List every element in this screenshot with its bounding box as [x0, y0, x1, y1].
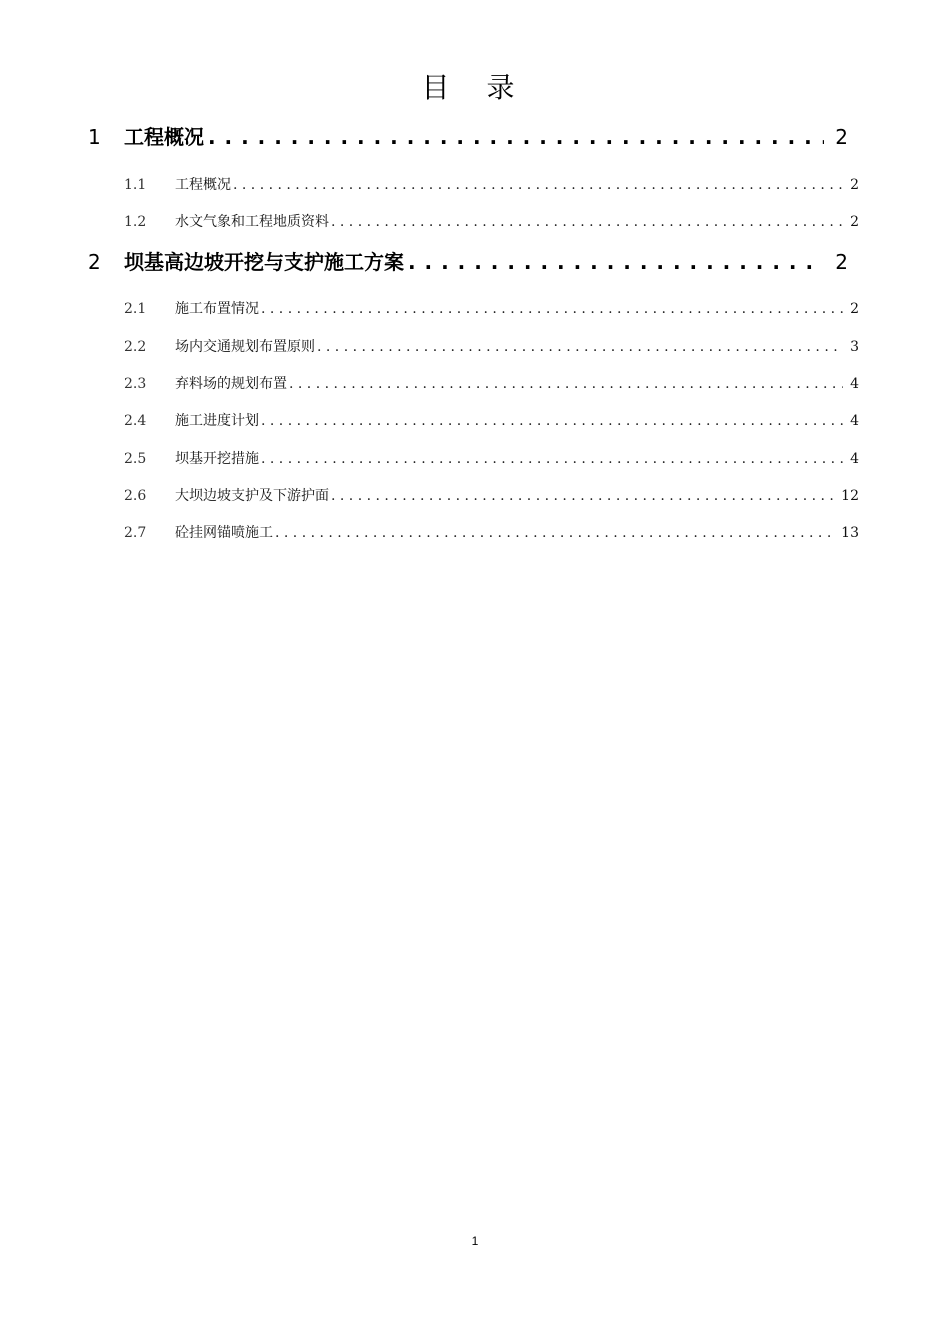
toc-subsection-number: 2.7 [124, 525, 147, 541]
toc-leader-dots [259, 299, 843, 319]
toc-subsection-title: 施工布置情况 [175, 301, 259, 317]
toc-subsection-number: 2.6 [124, 488, 147, 504]
toc-section-number: 2 [88, 250, 101, 274]
toc-leader-dots [315, 337, 843, 357]
toc-leader-dots [273, 523, 835, 543]
toc-leader-dots [404, 248, 824, 276]
toc-page-number: 2 [850, 301, 859, 317]
toc-subsection-2-4[interactable] [124, 411, 859, 431]
toc-subsection-number: 1.1 [124, 177, 147, 193]
toc-page-number: 13 [841, 525, 859, 541]
toc-subsection-title: 砼挂网锚喷施工 [175, 525, 273, 541]
toc-leader-dots [231, 175, 843, 195]
toc-page-number: 3 [850, 339, 859, 355]
toc-subsection-number: 2.2 [124, 339, 147, 355]
footer-page-number: 1 [471, 1234, 479, 1248]
toc-subsection-1-1[interactable] [124, 175, 859, 195]
toc-section-number: 1 [88, 125, 101, 149]
toc-page-number: 4 [850, 376, 859, 392]
toc-page-number: 4 [850, 451, 859, 467]
toc-section-2[interactable] [88, 248, 848, 276]
toc-subsection-title: 工程概况 [175, 177, 231, 193]
toc-subsection-title: 施工进度计划 [175, 413, 259, 429]
toc-leader-dots [329, 212, 843, 232]
toc-subsection-number: 2.5 [124, 451, 147, 467]
toc-subsection-number: 1.2 [124, 214, 147, 230]
toc-page-number: 12 [841, 488, 859, 504]
toc-section-1[interactable] [88, 123, 848, 151]
toc-title: 目 录 [421, 71, 529, 104]
toc-subsection-title: 坝基开挖措施 [175, 451, 259, 467]
toc-page-number: 2 [850, 177, 859, 193]
toc-subsection-number: 2.1 [124, 301, 147, 317]
toc-leader-dots [259, 411, 843, 431]
toc-subsection-title: 大坝边坡支护及下游护面 [175, 488, 329, 504]
toc-subsection-2-3[interactable] [124, 374, 859, 394]
toc-subsection-1-2[interactable] [124, 212, 859, 232]
toc-page-number: 2 [835, 250, 848, 274]
toc-subsection-2-7[interactable] [124, 523, 859, 543]
toc-leader-dots [287, 374, 843, 394]
toc-leader-dots [204, 123, 824, 151]
toc-section-title: 坝基高边坡开挖与支护施工方案 [124, 250, 404, 274]
toc-subsection-2-2[interactable] [124, 337, 859, 357]
toc-page-number: 2 [835, 125, 848, 149]
toc-leader-dots [329, 486, 835, 506]
toc-leader-dots [259, 449, 843, 469]
toc-page-number: 2 [850, 214, 859, 230]
toc-subsection-2-5[interactable] [124, 449, 859, 469]
toc-section-title: 工程概况 [124, 125, 204, 149]
toc-subsection-title: 弃料场的规划布置 [175, 376, 287, 392]
toc-subsection-2-6[interactable] [124, 486, 859, 506]
toc-subsection-title: 水文气象和工程地质资料 [175, 214, 329, 230]
toc-subsection-number: 2.3 [124, 376, 147, 392]
toc-page-number: 4 [850, 413, 859, 429]
toc-subsection-number: 2.4 [124, 413, 147, 429]
toc-subsection-2-1[interactable] [124, 299, 859, 319]
toc-subsection-title: 场内交通规划布置原则 [175, 339, 315, 355]
